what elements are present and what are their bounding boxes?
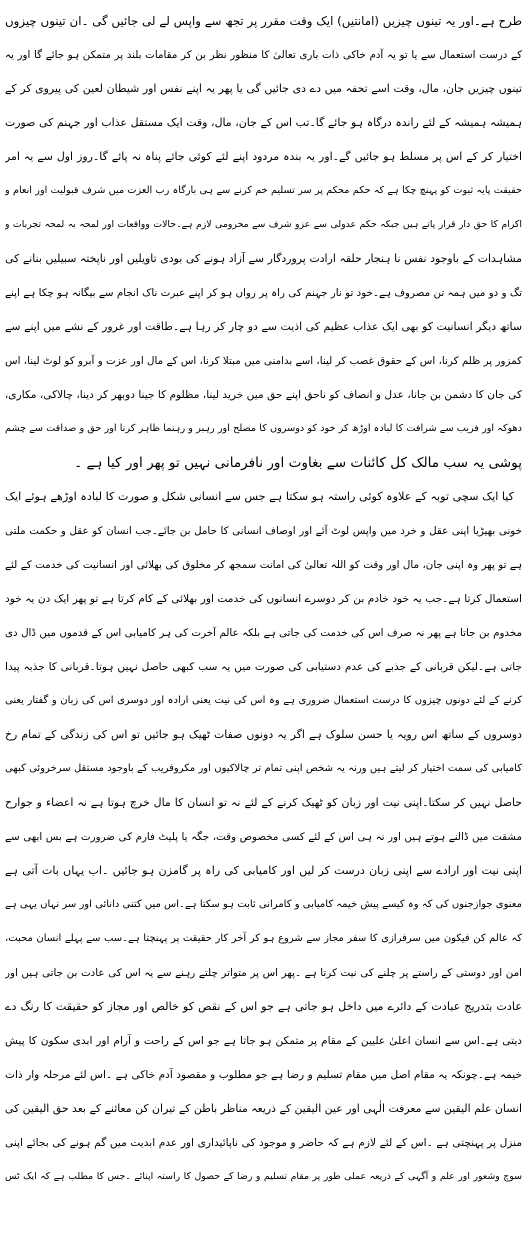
text-line: خونی بھیڑیا اپنی عقل و خرد میں واپس لوٹ آئے اور اوصاف انسانی کا حامل بن جائے۔جب انسان کو عقل و حکمت ملتی — [5, 525, 522, 537]
text-line: دیتی ہے۔اس سے انسان اعلیٰ علیین کے مقام پر متمکن ہو جاتا ہے جو اس کے راحت و آرام اور ابدی سکون کا پیش — [5, 1035, 522, 1047]
text-line: معنوی جوازجنوں کی کہ وہ کیسے پیش خیمہ کامیابی و کامرانی ثابت ہو سکتا ہے۔اس میں کتنی دانائی اور سر نہاں یہی ہے — [5, 899, 522, 910]
text-line: کہ عالم کن فیکون میں سرفرازی کا سفر مجاز سے شروع ہو کر آخر کار حقیقت پر پہنچتا ہے۔سب سے پہلے انسان محبت، — [5, 933, 522, 944]
text-line: حقیقت پایہ ثبوت کو پہنچ چکا ہے کہ حکم محکم پر سر تسلیم خم کرنے سے ہی بارگاہ رب العزت میں شرف قبولیت اور انعام و — [5, 185, 522, 196]
text-line: کی جان کا دشمن بن جانا، عدل و انصاف کو ناحق اپنے حق میں خرید لینا، مظلوم کا جینا دوبھر کر دینا، چالاکی، مکاری، — [5, 389, 522, 401]
text-line: خیمہ ہے۔چونکہ یہ مقام اصل میں مقام تسلیم و رضا ہے جو مطلوب و مقصود آدم خاکی ہے ۔اس لئے مرحلہ وار ذات — [5, 1069, 522, 1081]
text-line: جاتی ہے۔لیکن قربانی کے جذبے کی عدم دستیابی کی صورت میں یہ سب کبھی حاصل نہیں ہوتا۔قربانی کا جذبہ پیدا — [5, 661, 522, 673]
text-line: کمزور پر ظلم کرنا، اس کے حقوق غصب کر لینا، اسے بدامنی میں مبتلا کرنا، اس کے مال اور عزت و آبرو کو لوٹ لینا، اس — [5, 355, 522, 367]
text-line: ساتھ دیگر انسانیت کو بھی ایک عذاب عظیم کی اذیت سے دو چار کر رہا ہے۔طاقت اور غرور کے نشے میں اپنے سے — [5, 320, 522, 333]
text-line: طرح ہے۔اور یہ تینوں چیزیں (امانتیں) ایک وقت مقرر پر تجھ سے واپس لے لی جائیں گی ۔ان تینوں چیزوں — [5, 14, 522, 28]
text-line: حاصل نہیں کر سکتا۔اپنی نیت اور زبان کو ٹھیک کرنے کے لئے نہ تو انسان کا مال خرچ ہوتا ہے نہ اعضاء و جوارح — [5, 796, 522, 809]
paragraph-2 — [5, 480, 522, 1194]
text-line: انسان علم الیقین سے معرفت الٰہی اور عین الیقین کے ذریعہ مناظر باطن کے تیران کن معائنے کے بعد حق الیقین کی — [5, 1102, 522, 1115]
text-line: مشاہدات کے باوجود نفس نا ہنجار حلقہ ارادت پروردگار سے آزاد ہونے کی بودی تاویلیں اور ناپختہ سبیلیں بنانے کی — [5, 252, 522, 265]
text-line: امن اور دوستی کے راستے پر چلنے کی نیت کرتا ہے ۔پھر اس پر متواتر چلتے رہنے سے یہ اس کی عادت بن جاتی ہیں اور — [5, 967, 522, 979]
text-line: دھوکہ اور فریب سے شرافت کا لبادہ اوڑھ کر خود کو دوسروں کا مصلح اور رہبر و رہنما ظاہر کرنا اور حق و صداقت سے چشم — [5, 423, 522, 434]
text-line: ہمیشہ ہمیشہ کے لئے راندہ درگاہ ہو جائے گا۔تب اس کے جان، مال، وقت ایک مستقل عذاب اور جہنم کی صورت — [5, 116, 522, 129]
text-line: سوچ وشعور اور علم و آگہی کے ذریعہ عملی طور پر مقام تسلیم و رضا کے حصول کا راستہ اپنائے ۔جس کا مطلب ہے کہ ایک ٹس — [5, 1171, 522, 1182]
text-line: منزل پر پہنچتی ہے ۔اس کے لئے لازم ہے کہ حاضر و موجود کی ناپائیداری اور عدم ابدیت میں گم ہونے کی بجائے اپنی — [5, 1137, 522, 1149]
text-line: کیا ایک سچی توبہ کے علاوہ کوئی راستہ ہو سکتا ہے جس سے انسانی شکل و صورت کا لبادہ اوڑھے ہوئے ایک — [5, 490, 514, 503]
text-line: دوسروں کے ساتھ اس رویہ یا حسن سلوک ہے اگر یہ دونوں صفات ٹھیک ہو جائیں تو اس کی زندگی کے تمام رخ — [5, 728, 522, 741]
text-line: پوشی یہ سب مالک کل کائنات سے بغاوت اور نافرمانی نہیں تو پھر اور کیا ہے ۔ — [74, 455, 522, 471]
text-line: کے درست استعمال سے یا تو یہ آدم خاکی ذات باری تعالیٰ کا منظور نظر بن کر مقامات بلند پر متمکن ہو جائے گا اور یہ — [5, 49, 522, 61]
text-line: ہے تو پھر وہ اپنی جان، مال اور وقت کو اللہ تعالیٰ کی امانت سمجھ کر مخلوق کی بھلائی اور انسانیت کی خدمت کے لئے — [5, 559, 522, 571]
text-line: اختیار کر کے اس پر مسلط ہو جائیں گے۔اور یہ بندہ مردود اپنے لئے کوئی جائے پناہ نہ پائے گا۔روز اول سے یہ امر — [5, 150, 522, 163]
text-line: مشقت میں ڈالنے ہوتے ہیں اور نہ ہی اس کے لئے کسی مخصوص وقت، جگہ یا پلیٹ فارم کی ضرورت ہے بس ابھی سے — [5, 831, 522, 843]
text-line: استعمال کرتا ہے۔جب یہ خود خادم بن کر دوسرے انسانوں کی خدمت اور بھلائی کے کام کرتا ہے تو پھر ایک دن یہ خود — [5, 593, 522, 605]
text-line: عادت بتدریج عبادت کے دائرے میں داخل ہو جاتی ہے جو اس کے نقص کو خالص اور مجاز کو حقیقت کا رنگ دے — [5, 1000, 522, 1013]
text-line: کرنے کے لئے دونوں چیزوں کا درست استعمال ضروری ہے وہ اس کی نیت یعنی ارادہ اور دوسری اس کی زبان و گفتار یعنی — [5, 695, 522, 706]
text-line: کامیابی کی سمت اختیار کر لیتے ہیں ورنہ یہ شخص اپنی تمام تر چالاکیوں اور مکروفریب کے باوجود مستقل سرخروئی کبھی — [5, 763, 522, 774]
text-line: اپنی نیت اور ارادے سے اپنی زبان درست کر لیں اور کامیابی کی راہ پر گامزن ہو جائیں ۔اب یہاں بات آتی ہے — [5, 864, 522, 877]
paragraph-1 — [5, 4, 522, 480]
text-line: تینوں چیزیں جان، مال، وقت اسے تحفہ میں دے دی جائیں گی یا پھر یہ اپنے نفس اور شیطان لعین کی پیروی کر کے — [5, 82, 522, 95]
text-line: تگ و دو میں ہمہ تن مصروف ہے۔خود تو نار جہنم کی راہ پر رواں ہو کر اپنے عبرت ناک انجام سے بیگانہ ہو چکا ہے اپنے — [5, 287, 522, 299]
text-line: اکرام کا حق دار قرار پاتے ہیں جبکہ حکم عدولی سے عزو شرف سے محرومی لازم ہے۔حالات وواقعات اور لمحہ بہ لمحہ تجربات و — [5, 219, 522, 230]
text-line: مخدوم بن جاتا ہے پھر نہ صرف اس کی خدمت کی جاتی ہے بلکہ عالم آخرت کی ہر کامیابی اس کے قدموں میں ڈال دی — [5, 627, 522, 639]
